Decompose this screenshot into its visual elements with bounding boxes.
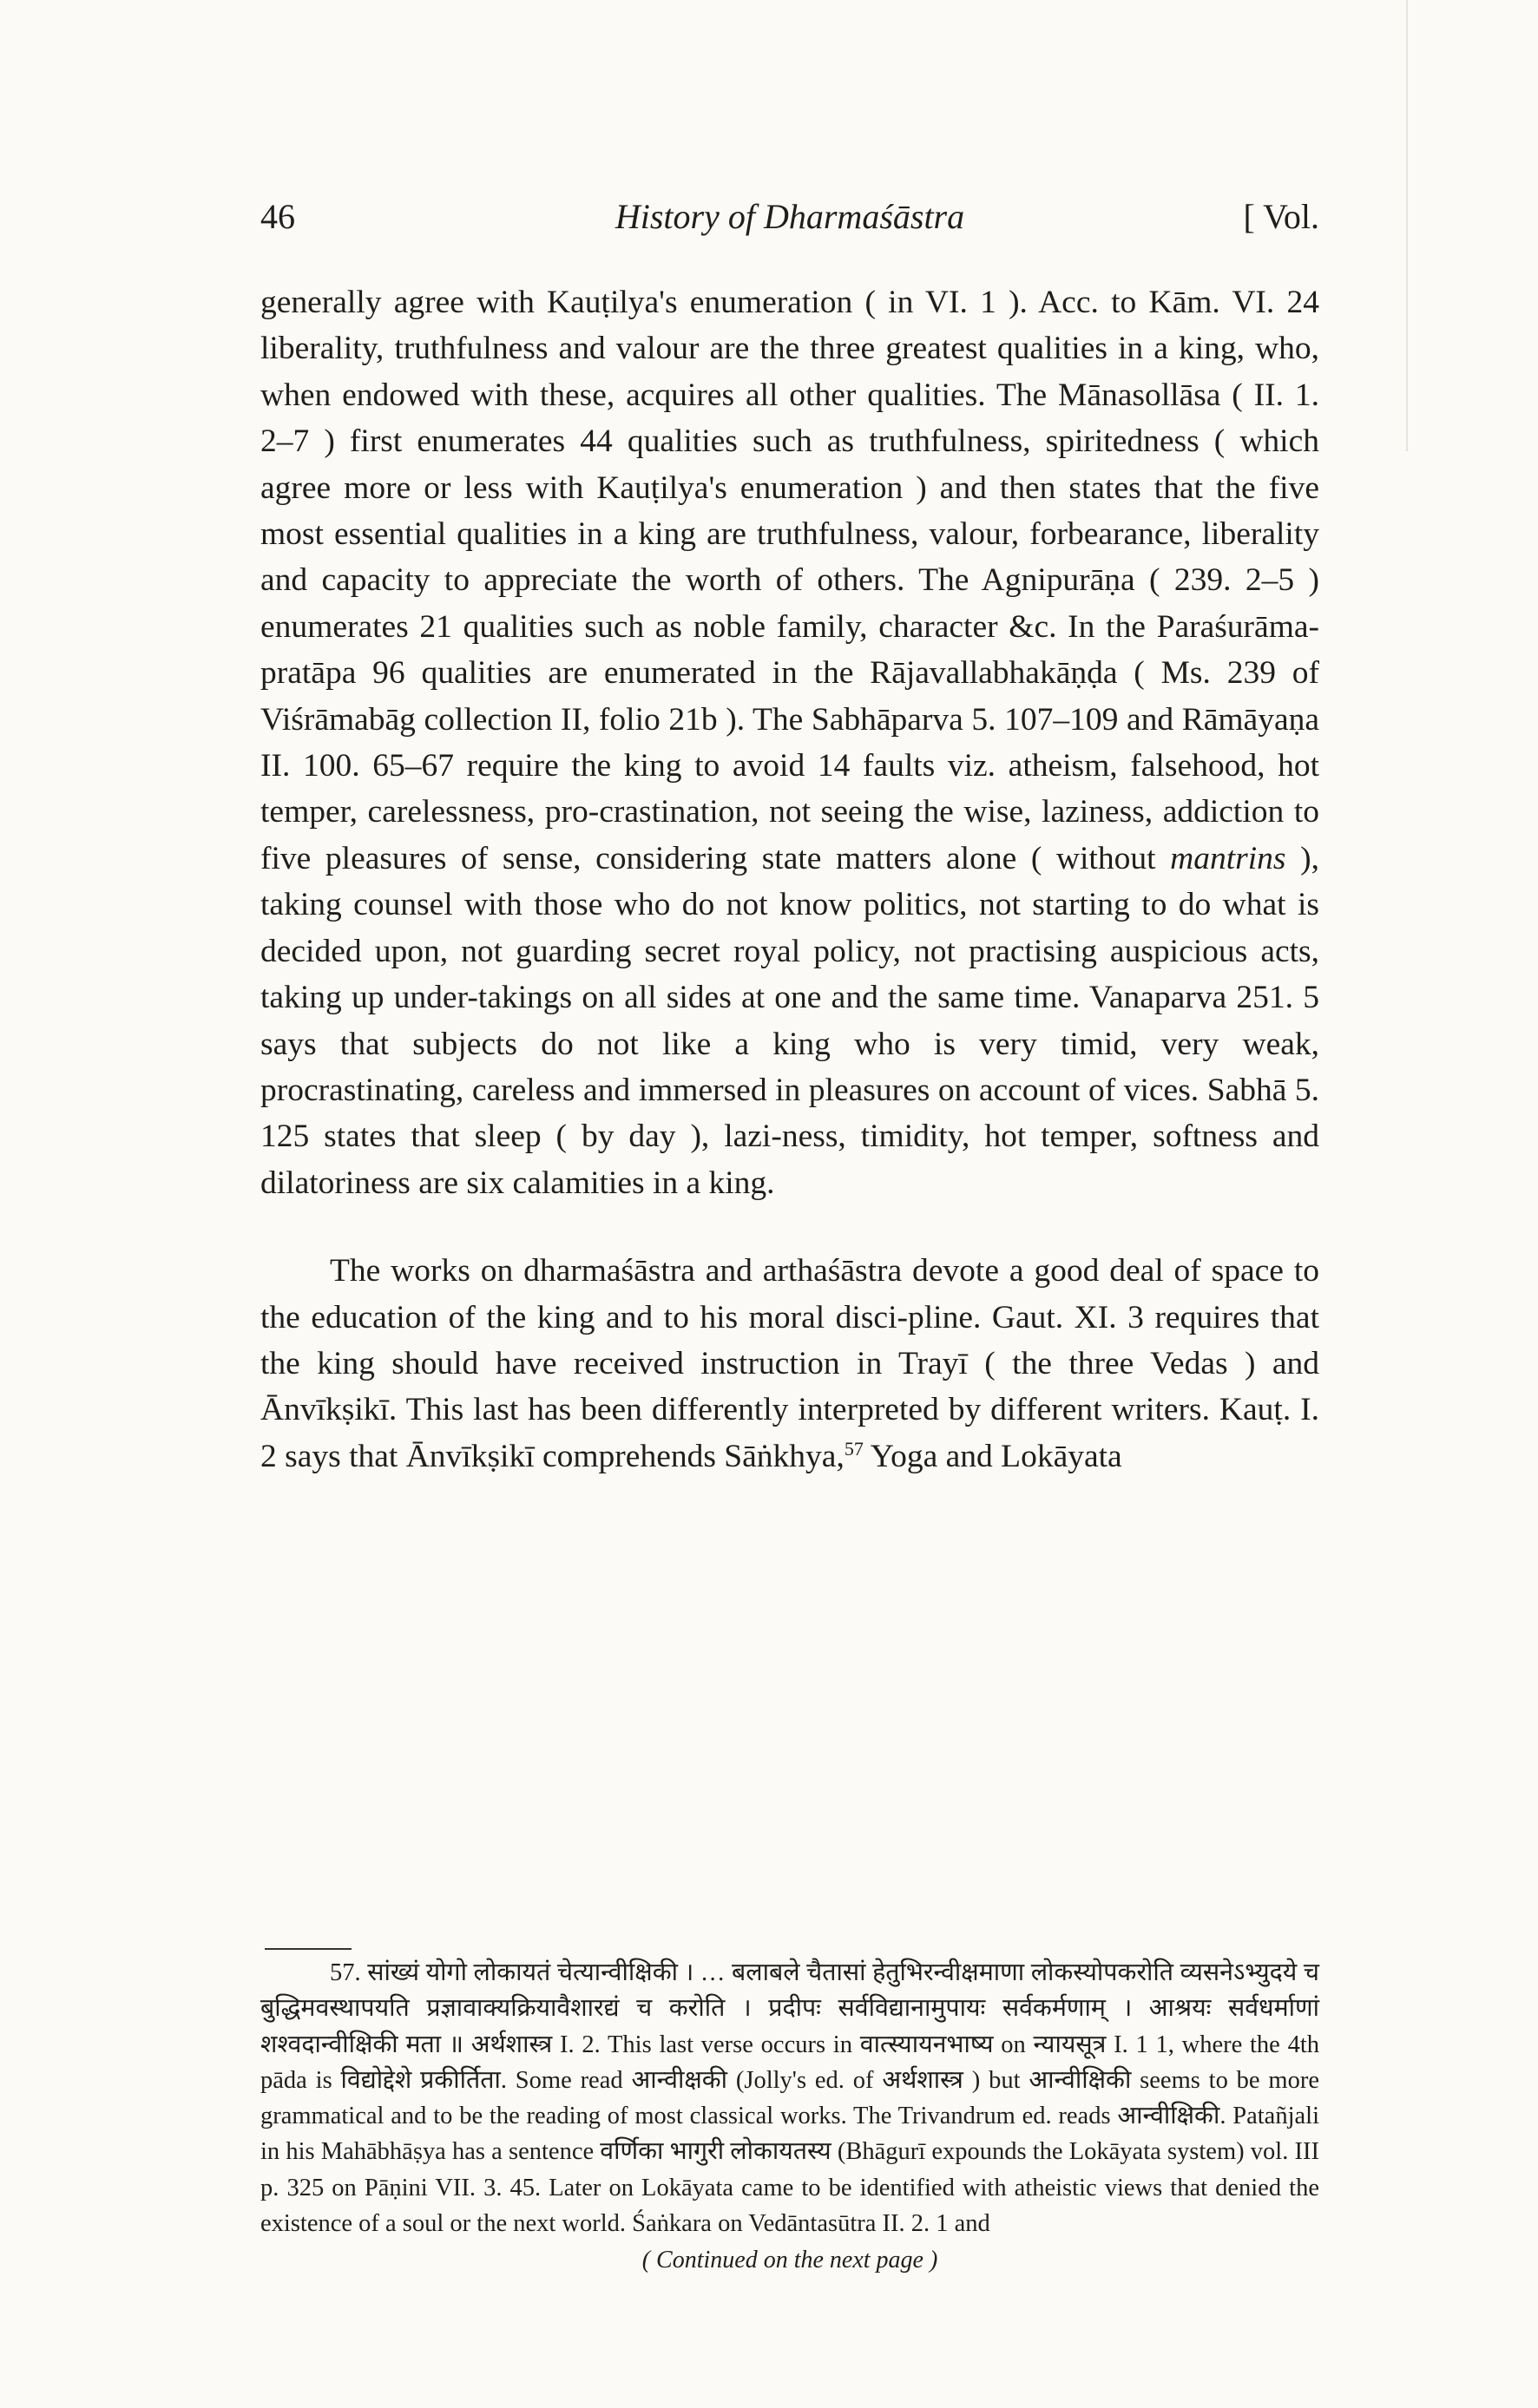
footnote-ref-57: 57: [844, 1437, 864, 1460]
main-text: [260, 279, 1319, 1480]
paragraph-2-end: Yoga and Lokāyata: [863, 1438, 1122, 1474]
page-number: 46: [260, 197, 295, 236]
italic-term: mantrins: [1170, 840, 1286, 876]
paragraph-2: [260, 1248, 1319, 1480]
footnote-divider: [265, 1948, 352, 1950]
footnote-block: [260, 1955, 1319, 2278]
continued-note: ( Continued on the next page ): [641, 2247, 938, 2274]
paragraph-1-text: generally agree with Kauṭilya's enumeration ( in VI. 1 ). Acc. to Kām. VI. 24 liberality, truthfulness and valour are the three greatest qualities in a king, who, when endowed with these, acquires all other qualities. The Mānasollāsa ( II. 1. 2–7 ) first enumerates 44 qualities such as truthfulness, spiritedness ( which agree more or less with Kauṭilya's enumeration ) and then states that the five most essential qualities in a king are truthfulness, valour, forbearance, liberality and capacity to appreciate the worth of others. The Agnipurāṇa ( 239. 2–5 ) enumerates 21 qualities such as noble family, character &c. In the Paraśurāma-pratāpa 96 qualities are enumerated in the Rājavallabhakāṇḍa ( Ms. 239 of Viśrāmabāg collection II, folio 21b ). The Sabhāparva 5. 107–109 and Rāmāyaṇa II. 100. 65–67 require the king to avoid 14 faults viz. atheism, falsehood, hot temper, carelessness, pro-crastination, not seeing the wise, laziness, addiction to five pleasures of sense, considering state matters alone ( without: [260, 285, 1319, 876]
paragraph-1: [260, 279, 1319, 1206]
footnote-number: 57.: [330, 1959, 361, 1986]
running-title: History of Dharmaśāstra: [615, 197, 965, 236]
running-header: [260, 196, 1319, 248]
footnote-text: सांख्यं योगो लोकायतं चेत्यान्वीक्षिकी । … बलाबले चैतासां हेतुभिरन्वीक्षमाणा लोकस्योपकरोति व्यसनेऽभ्युदये च बुद्धिमवस्थापयति प्रज्ञावाक्यक्रियावैशारद्यं च करोति । प्रदीपः सर्वविद्यानामुपायः सर्वकर्मणाम् । आश्रयः सर्वधर्माणां शश्वदान्वीक्षिकी मता ॥ अर्थशास्त्र I. 2. This last verse occurs in वात्स्यायनभाष्य on न्यायसूत्र I. 1 1, where the 4th pāda is विद्योद्देशे प्रकीर्तिता. Some read आन्वीक्षकी (Jolly's ed. of अर्थशास्त्र ) but आन्वीक्षिकी seems to be more grammatical and to be the reading of most classical works. The Trivandrum ed. reads आन्वीक्षिकी. Patañjali in his Mahābhāṣya has a sentence वर्णिका भागुरी लोकायतस्य (Bhāgurī expounds the Lokāyata system) vol. III p. 325 on Pāṇini VII. 3. 45. Later on Lokāyata came to be identified with atheistic views that denied the existence of a soul or the next world. Śaṅkara on Vedāntasūtra II. 2. 1 and: [260, 1959, 1319, 2238]
page-edge-shadow: [1406, 0, 1408, 451]
footnote-57: [260, 1955, 1319, 2241]
paragraph-2-text: The works on dharmaśāstra and arthaśāstra devote a good deal of space to the education of the king and to his moral disci-pline. Gaut. XI. 3 requires that the king should have received instruction in Trayī ( the three Vedas ) and Ānvīkṣikī. This last has been differently interpreted by different writers. Kauṭ. I. 2 says that Ānvīkṣikī comprehends Sāṅkhya,: [260, 1253, 1319, 1474]
volume-label: [ Vol.: [1243, 197, 1319, 236]
paragraph-1-end: ), taking counsel with those who do not know politics, not starting to do what is decided upon, not guarding secret royal policy, not practising auspicious acts, taking up under-takings on all sides at one and the same time. Vanaparva 251. 5 says that subjects do not like a king who is very timid, very weak, procrastinating, careless and immersed in pleasures on account of vices. Sabhā 5. 125 states that sleep ( by day ), lazi-ness, timidity, hot temper, softness and dilatoriness are six calamities in a king.: [260, 840, 1319, 1201]
